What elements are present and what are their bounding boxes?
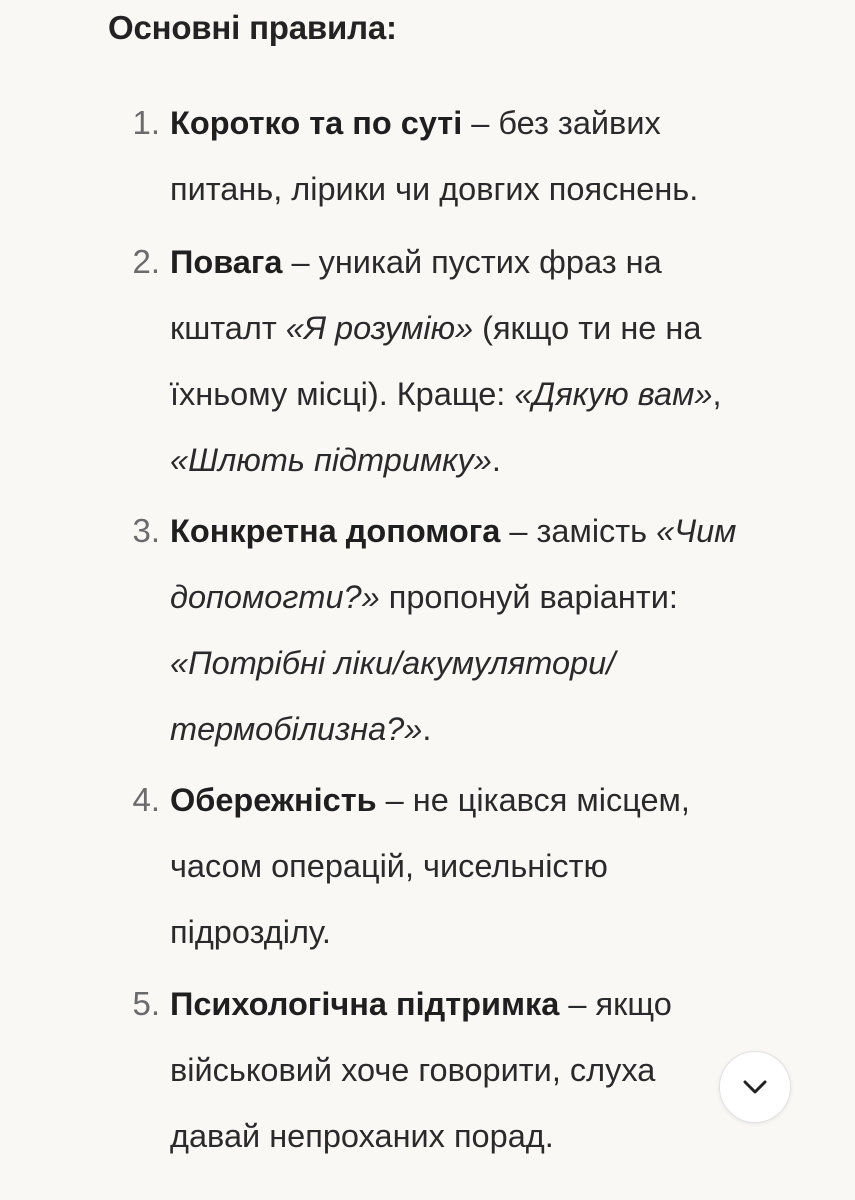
- scroll-down-button[interactable]: [719, 1051, 791, 1123]
- rule-title: Обережність: [170, 782, 377, 818]
- rule-quote: термобілизна?»: [170, 711, 423, 747]
- list-item-number: 4.: [132, 781, 160, 818]
- rule-text: – якщо: [559, 986, 672, 1022]
- rule-text: .: [491, 442, 501, 478]
- rule-text: – без зайвих: [462, 105, 661, 141]
- list-item-text: [170, 90, 810, 222]
- rule-quote: допомогти?»: [170, 579, 380, 615]
- rule-text: – уникай пустих фраз на: [282, 244, 662, 280]
- rule-text: – не цікався місцем,: [376, 782, 690, 818]
- rule-text: пропонуй варіанти:: [379, 579, 678, 615]
- rule-text: підрозділу.: [170, 914, 331, 950]
- list-item-number: 5.: [132, 985, 160, 1022]
- rule-quote: «Я розумію»: [285, 310, 474, 346]
- list-item-text: [170, 498, 810, 762]
- rule-quote: «Чим: [656, 513, 737, 549]
- chevron-down-icon: [738, 1070, 772, 1104]
- section-heading: Основні правила:: [108, 9, 397, 46]
- list-item-text: [170, 767, 810, 965]
- rule-text: часом операцій, чисельністю: [170, 848, 608, 884]
- rule-title: Повага: [170, 244, 283, 280]
- list-item-number: 3.: [132, 512, 160, 549]
- rule-quote: «Шлють підтримку»: [170, 442, 492, 478]
- rule-text: військовий хоче говорити, слуха: [170, 1052, 656, 1088]
- list-item-number: 1.: [132, 104, 160, 141]
- rule-text: кшталт: [170, 310, 286, 346]
- rule-quote: «Дякую вам»: [514, 376, 713, 412]
- rule-text: ,: [712, 376, 722, 412]
- list-item-number: 2.: [132, 243, 160, 280]
- rule-text: – замість: [500, 513, 657, 549]
- rule-quote: «Потрібні ліки/акумулятори/: [170, 645, 616, 681]
- rule-title: Психологічна підтримка: [170, 986, 560, 1022]
- rule-title: Конкретна допомога: [170, 513, 501, 549]
- rule-title: Коротко та по суті: [170, 105, 463, 141]
- rule-text: їхньому місці). Краще:: [170, 376, 515, 412]
- list-item-text: [170, 229, 810, 493]
- rule-text: питань, лірики чи довгих пояснень.: [170, 171, 699, 207]
- rule-text: (якщо ти не на: [473, 310, 702, 346]
- rule-text: давай непроханих порад.: [170, 1118, 554, 1154]
- list-item-text: [170, 971, 810, 1169]
- rule-text: .: [422, 711, 432, 747]
